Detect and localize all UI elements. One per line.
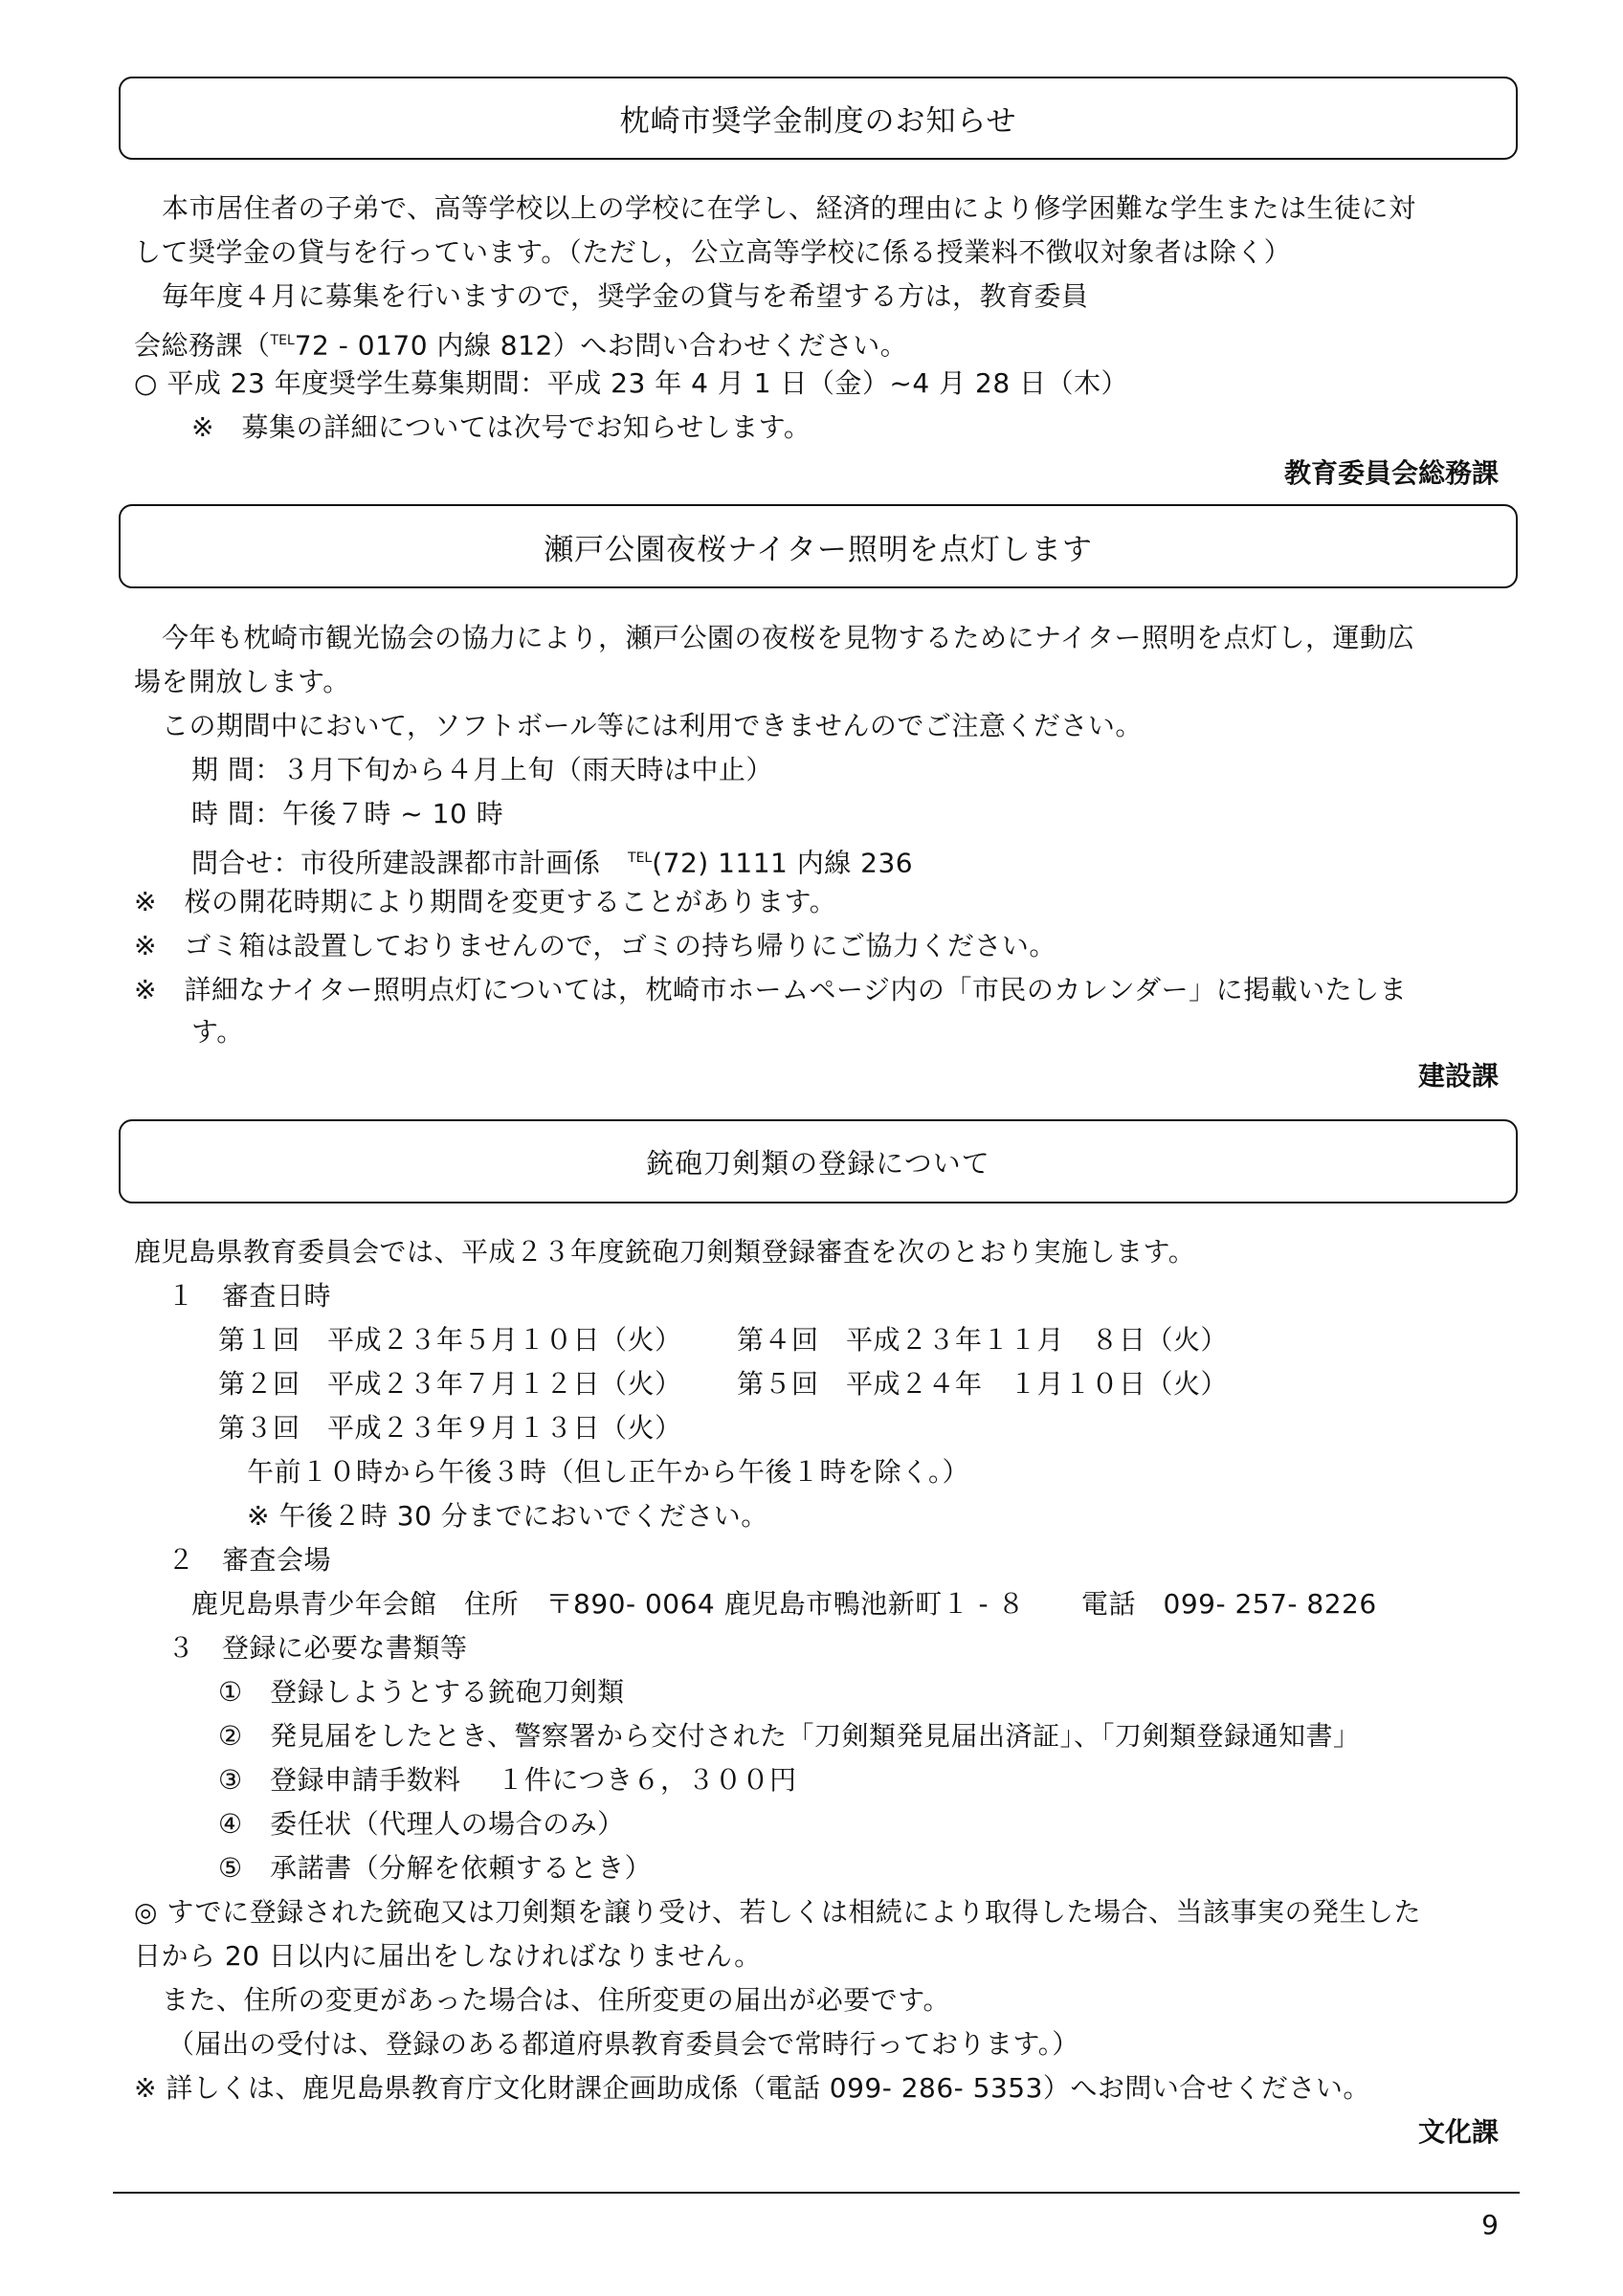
note-line: ※ 桜の開花時期により期間を変更することがあります。 [134, 886, 837, 917]
venue-phone: 電話 099- 257- 8226 [1081, 1588, 1377, 1620]
time-line: 午前１０時から午後３時（但し正午から午後１時を除く。） [247, 1456, 969, 1488]
schedule-item: 第３回 平成２３年９月１３日（火） [218, 1412, 682, 1444]
body-line: 日から 20 日以内に届出をしなければなりません。 [134, 1940, 762, 1972]
document-item: ④ 委任状（代理人の場合のみ） [218, 1808, 625, 1840]
section-title-box-night-lighting [119, 504, 1518, 588]
note-line: ※ 詳細なナイター照明点灯については，枕崎市ホームページ内の「市民のカレンダー」に掲載いたしま [134, 974, 1408, 1005]
period-line: 期 間：３月下旬から４月上旬（雨天時は中止） [191, 754, 773, 785]
body-text: 問合せ：市役所建設課都市計画係 [191, 847, 601, 879]
section-title: 瀬戸公園夜桜ナイター照明を点灯します [544, 532, 1093, 567]
note-line: ※ ゴミ箱は設置しておりませんので，ゴミの持ち帰りにご協力ください。 [134, 930, 1056, 961]
body-line: 本市居住者の子弟で、高等学校以上の学校に在学し、経済的理由により修学困難な学生または生徒に対 [162, 192, 1416, 224]
note-line: ※ 募集の詳細については次号でお知らせします。 [191, 411, 812, 443]
subheading: ２ 審査会場 [167, 1544, 332, 1576]
schedule-item: 第２回 平成２３年７月１２日（火） [218, 1368, 682, 1400]
document-item: ② 発見届をしたとき、警察署から交付された「刀剣類発見届出済証」、「刀剣類登録通知書」 [218, 1720, 1361, 1752]
note-line: ※ 午後２時 30 分までにおいでください。 [247, 1500, 768, 1532]
body-line: また、住所の変更があった場合は、住所変更の届出が必要です。 [162, 1984, 950, 2016]
time-line: 時 間：午後７時 ~ 10 時 [191, 798, 504, 829]
section-signature: 建設課 [1417, 1060, 1499, 1092]
section-title: 枕崎市奨学金制度のお知らせ [619, 104, 1017, 139]
footer-rule [113, 2192, 1520, 2194]
schedule-item: 第５回 平成２４年 １月１０日（火） [737, 1368, 1229, 1400]
document-item: ⑤ 承諾書（分解を依頼するとき） [218, 1852, 653, 1884]
section-title-box-sword-registration [119, 1119, 1518, 1203]
note-line-continued: す。 [191, 1016, 244, 1048]
body-line: 場を開放します。 [134, 666, 350, 697]
body-text: 72 - 0170 内線 812）へお問い合わせください。 [294, 329, 908, 362]
tel-mark: TEL [270, 333, 295, 348]
document-item: ③ 登録申請手数料 １件につき６，３００円 [218, 1764, 797, 1796]
body-line-contact [134, 321, 907, 364]
section-signature: 教育委員会総務課 [1283, 457, 1499, 489]
schedule-item: 第１回 平成２３年５月１０日（火） [218, 1324, 682, 1356]
venue-line: 鹿児島県青少年会館 住所 〒890- 0064 鹿児島市鴨池新町１ - ８ [191, 1588, 1026, 1620]
tel-mark: TEL [628, 850, 653, 866]
body-line: して奨学金の貸与を行っています。（ただし，公立高等学校に係る授業料不徴収対象者は除く） [134, 236, 1292, 268]
page-number: 9 [1481, 2209, 1499, 2241]
body-line: ◎ すでに登録された銃砲又は刀剣類を譲り受け、若しくは相続により取得した場合、当該事実の発生した [134, 1896, 1422, 1928]
document-item: ① 登録しようとする銃砲刀剣類 [218, 1676, 625, 1708]
note-line: ※ 詳しくは、鹿児島県教育庁文化財課企画助成係（電話 099- 286- 5353）へお問い合せください。 [134, 2072, 1370, 2104]
body-line: 鹿児島県教育委員会では、平成２３年度銃砲刀剣類登録審査を次のとおり実施します。 [134, 1236, 1196, 1268]
section-title: 銃砲刀剣類の登録について [646, 1146, 990, 1180]
body-line: 毎年度４月に募集を行いますので，奨学金の貸与を希望する方は，教育委員 [162, 280, 1089, 312]
schedule-item: 第４回 平成２３年１１月 ８日（火） [737, 1324, 1229, 1356]
body-line: この期間中において，ソフトボール等には利用できませんのでご注意ください。 [162, 710, 1143, 741]
subheading: １ 審査日時 [167, 1280, 332, 1312]
section-signature: 文化課 [1417, 2116, 1499, 2148]
body-line: （届出の受付は、登録のある都道府県教育委員会で常時行っております。） [167, 2028, 1079, 2060]
subheading: ３ 登録に必要な書類等 [167, 1632, 468, 1664]
body-text: (72) 1111 内線 236 [652, 847, 914, 879]
recruitment-period: ○ 平成 23 年度奨学生募集期間：平成 23 年 4 月 1 日（金）~4 月 28 日（木） [134, 367, 1129, 399]
body-line: 今年も枕崎市観光協会の協力により，瀬戸公園の夜桜を見物するためにナイター照明を点灯し，運動広 [162, 622, 1415, 653]
body-text: 会総務課（ [134, 329, 271, 362]
contact-line [191, 839, 913, 882]
section-title-box-scholarship [119, 77, 1518, 160]
